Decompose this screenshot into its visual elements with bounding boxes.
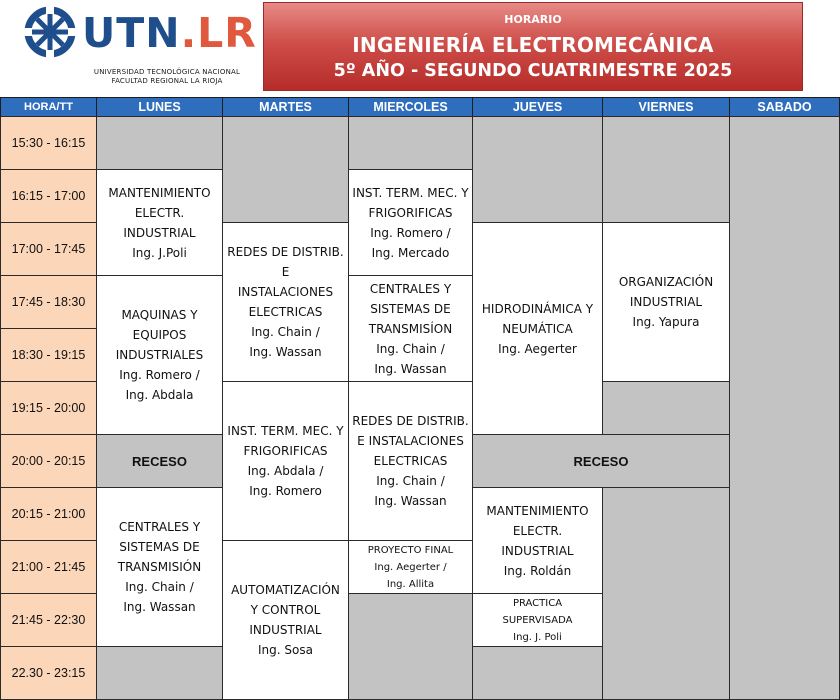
utn-logo <box>22 4 257 85</box>
banner-label: HORARIO <box>504 13 562 26</box>
empty-slot <box>348 593 473 700</box>
empty-slot <box>96 646 223 700</box>
class-centrales-miercoles: CENTRALES Y SISTEMAS DE TRANSMISÍON Ing. Chain / Ing. Wassan <box>348 275 473 382</box>
utn-logo-icon <box>22 4 78 60</box>
term-title: 5º AÑO - SEGUNDO CUATRIMESTRE 2025 <box>333 61 733 81</box>
class-redes-miercoles: REDES DE DISTRIB. E INSTALACIONES ELECTRICAS Ing. Chain / Ing. Wassan <box>348 381 473 541</box>
empty-slot <box>602 116 730 223</box>
time-slot: 19:15 - 20:00 <box>0 381 97 435</box>
time-slot: 21:00 - 21:45 <box>0 540 97 594</box>
header-saturday: SABADO <box>729 97 840 117</box>
faculty-name: FACULTAD REGIONAL LA RIOJA <box>111 77 223 85</box>
class-practica-supervisada-jueves: PRACTICA SUPERVISADA Ing. J. Poli <box>472 593 603 647</box>
header-hour: HORA/TT <box>0 97 97 117</box>
title-banner <box>263 2 803 91</box>
header-friday: VIERNES <box>602 97 730 117</box>
time-slot: 17:00 - 17:45 <box>0 222 97 276</box>
class-mantenimiento-lunes: MANTENIMIENTO ELECTR. INDUSTRIAL Ing. J.Poli <box>96 169 223 276</box>
time-slot: 16:15 - 17:00 <box>0 169 97 223</box>
class-hidrodinamica-jueves: HIDRODINÁMICA Y NEUMÁTICA Ing. Aegerter <box>472 222 603 435</box>
class-organizacion-viernes: ORGANIZACIÓN INDUSTRIAL Ing. Yapura <box>602 222 730 382</box>
header-wednesday: MIERCOLES <box>348 97 473 117</box>
schedule-table <box>0 97 840 700</box>
time-slot: 20:15 - 21:00 <box>0 487 97 541</box>
empty-slot <box>472 116 603 223</box>
university-name: UNIVERSIDAD TECNOLÓGICA NACIONAL <box>93 68 241 76</box>
class-proyecto-final-miercoles: PROYECTO FINAL Ing. Aegerter / Ing. Allita <box>348 540 473 594</box>
empty-slot <box>96 116 223 170</box>
career-title: INGENIERÍA ELECTROMECÁNICA <box>352 33 714 57</box>
empty-slot <box>602 381 730 435</box>
recess-monday: RECESO <box>96 434 223 488</box>
time-slot: 17:45 - 18:30 <box>0 275 97 329</box>
header-thursday: JUEVES <box>472 97 603 117</box>
time-slot: 21:45 - 22:30 <box>0 593 97 647</box>
class-redes-martes: REDES DE DISTRIB. E INSTALACIONES ELECTRICAS Ing. Chain / Ing. Wassan <box>222 222 349 382</box>
class-mantenimiento-jueves: MANTENIMIENTO ELECTR. INDUSTRIAL Ing. Roldán <box>472 487 603 594</box>
time-slot: 15:30 - 16:15 <box>0 116 97 170</box>
class-centrales-lunes: CENTRALES Y SISTEMAS DE TRANSMISIÓN Ing. Chain / Ing. Wassan <box>96 487 223 647</box>
class-maquinas-lunes: MAQUINAS Y EQUIPOS INDUSTRIALES Ing. Romero / Ing. Abdala <box>96 275 223 435</box>
time-slot: 18:30 - 19:15 <box>0 328 97 382</box>
empty-slot <box>222 116 349 223</box>
empty-slot <box>602 487 730 700</box>
recess-thursday-friday: RECESO <box>472 434 730 488</box>
class-automatizacion-martes: AUTOMATIZACIÓN Y CONTROL INDUSTRIAL Ing. Sosa <box>222 540 349 700</box>
header-tuesday: MARTES <box>222 97 349 117</box>
time-slot: 20:00 - 20:15 <box>0 434 97 488</box>
empty-slot <box>472 646 603 700</box>
header-monday: LUNES <box>96 97 223 117</box>
class-inst-term-martes: INST. TERM. MEC. Y FRIGORIFICAS Ing. Abdala / Ing. Romero <box>222 381 349 541</box>
empty-slot <box>348 116 473 170</box>
class-inst-term-miercoles: INST. TERM. MEC. Y FRIGORIFICAS Ing. Romero / Ing. Mercado <box>348 169 473 276</box>
time-slot: 22.30 - 23:15 <box>0 646 97 700</box>
empty-slot <box>729 116 840 700</box>
logo-wordmark: UTN.LR <box>82 9 257 57</box>
